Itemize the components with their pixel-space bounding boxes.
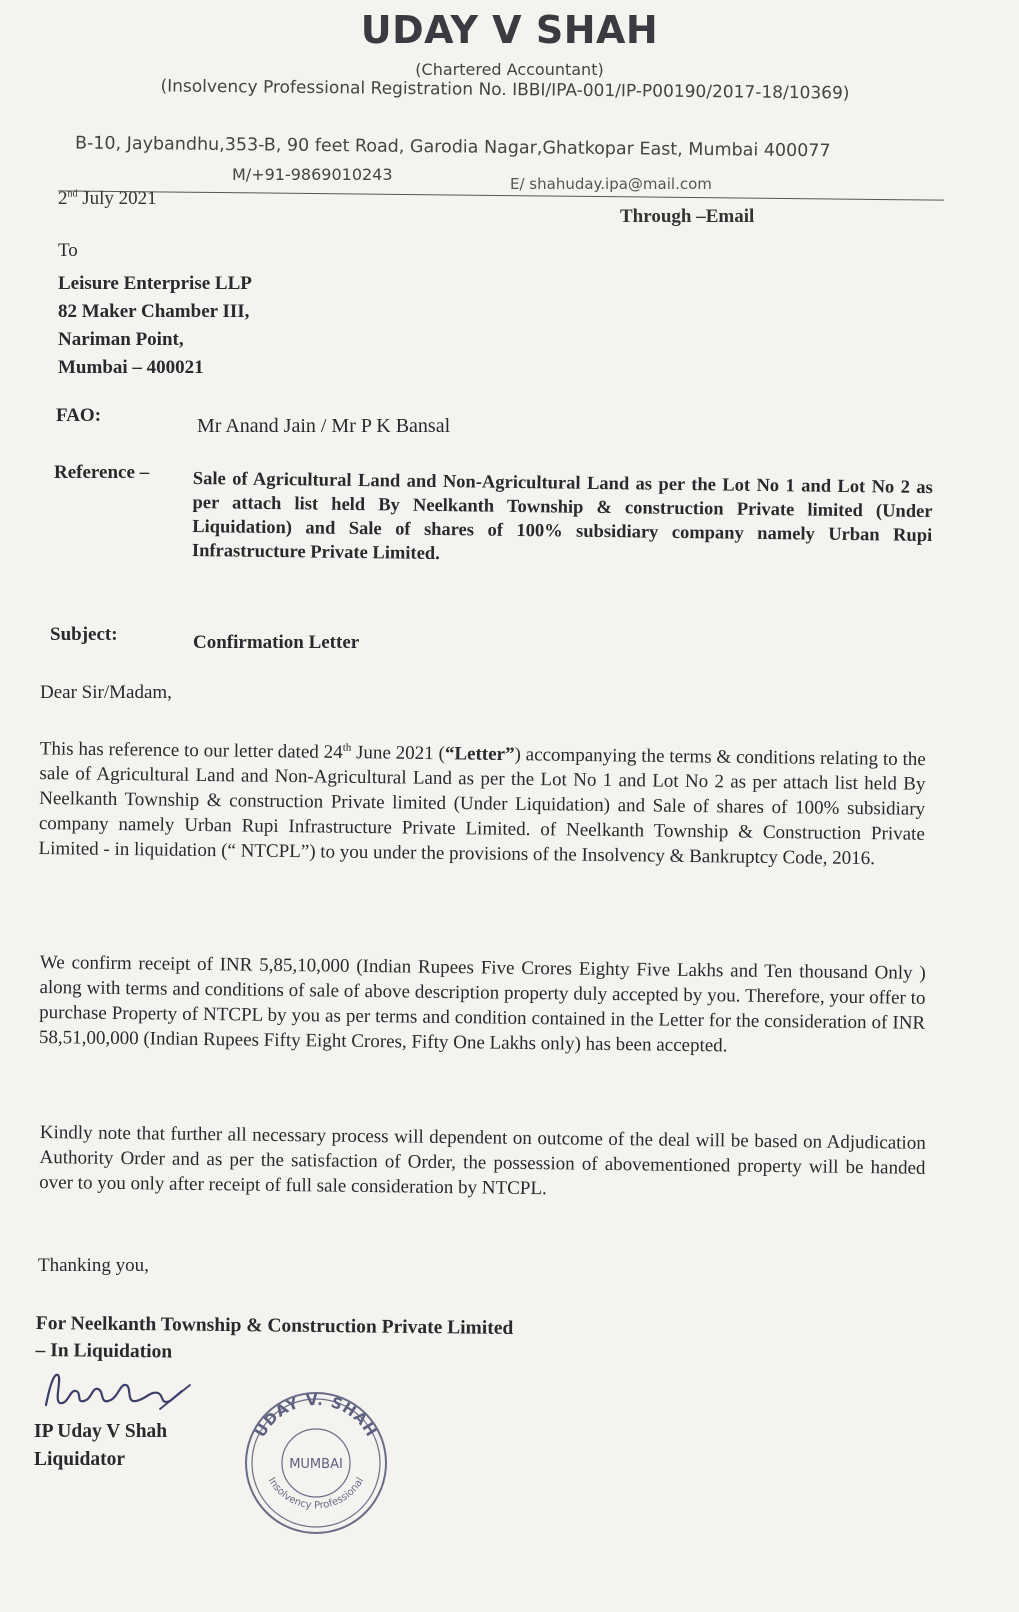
- recipient-line: 82 Maker Chamber III,: [58, 301, 250, 322]
- letterhead-registration: (Insolvency Professional Registration No. IBBI/IPA-001/IP-P00190/2017-18/10369): [160, 76, 850, 104]
- letterhead-address: B-10, Jaybandhu,353-B, 90 feet Road, Garodia Nagar,Ghatkopar East, Mumbai 400077: [74, 133, 831, 162]
- delivery-method: Through –Email: [620, 206, 755, 227]
- date-day: 2: [58, 188, 68, 209]
- paragraph-reference: [38, 732, 926, 872]
- p1-sup: th: [342, 741, 352, 754]
- letterhead-mobile: M/+91-9869010243: [232, 165, 393, 184]
- p1-mid: June 2021 (: [351, 742, 446, 765]
- closing: Thanking you,: [38, 1255, 149, 1276]
- signer-name: IP Uday V Shah: [34, 1421, 168, 1442]
- date-rest: July 2021: [77, 188, 157, 209]
- recipient-line: Mumbai – 400021: [58, 357, 204, 378]
- recipient-line: Leisure Enterprise LLP: [58, 273, 252, 294]
- svg-text:UDAY V. SHAH: [251, 1391, 381, 1441]
- salutation: Dear Sir/Madam,: [40, 682, 172, 703]
- stamp-bottom-text: Insolvency Professional: [265, 1475, 367, 1512]
- p1-post: ) accompanying the terms & conditions relating to the sale of Agricultural Land and Non-Agricultural Land as per the Lot No 1 and Lot No 2 as per attach list held By Neelkanth Township & construction Private limited (Under Liquidation) and Sale of shares of 100% subsidiary company namely Urban Rupi Infrastructure Private Limited. of Neelkanth Township & Construction Private Limited - in liquidation (“ NTCPL”) to you under the provisions of the Insolvency & Bankruptcy Code, 2016.: [38, 744, 926, 870]
- for-company-line: For Neelkanth Township & Construction Private Limited: [35, 1312, 514, 1339]
- signature-icon: [40, 1365, 200, 1417]
- reference-label: Reference –: [54, 462, 150, 483]
- letterhead-divider: [58, 190, 944, 200]
- fao-value: Mr Anand Jain / Mr P K Bansal: [197, 415, 451, 437]
- fao-label: FAO:: [56, 405, 102, 426]
- subject-label: Subject:: [50, 624, 118, 645]
- p1-pre: This has reference to our letter dated 24: [39, 738, 343, 764]
- letterhead-email: E/ shahuday.ipa@mail.com: [510, 175, 712, 193]
- p1-bold: “Letter”: [444, 743, 515, 766]
- letter-date: [58, 188, 157, 210]
- stamp-top-text: UDAY V. SHAH: [251, 1390, 381, 1441]
- date-suffix: nd: [67, 188, 78, 200]
- stamp-seal-icon: [236, 1385, 396, 1535]
- paragraph-confirmation: We confirm receipt of INR 5,85,10,000 (Indian Rupees Five Crores Eighty Five Lakhs and Ten thousand Only ) along with terms and conditions of sale of above description property duly accepted by you. Therefore, your offer to purchase Property of NTCPL by you as per terms and condition contained in the Letter for the consideration of INR 58,51,00,000 (Indian Rupees Fifty Eight Crores, Fifty One Lakhs only) has been accepted.: [38, 951, 926, 1057]
- reference-text: Sale of Agricultural Land and Non-Agricultural Land as per the Lot No 1 and Lot No 2 as per attach list held By Neelkanth Township & construction Private limited (Under Liquidation) and Sale of shares of 100% subsidiary company namely Urban Rupi Infrastructure Private Limited.: [191, 468, 933, 565]
- for-company: [35, 1310, 656, 1370]
- svg-text:Insolvency Professional: [266, 1476, 367, 1512]
- signer-designation: Liquidator: [34, 1449, 126, 1470]
- signer-block: [34, 1418, 167, 1474]
- stamp-center-text: MUMBAI: [289, 1457, 343, 1472]
- letterhead-title: (Chartered Accountant): [415, 60, 604, 79]
- subject-value: Confirmation Letter: [193, 632, 360, 653]
- letterhead-name: UDAY V SHAH: [360, 8, 659, 52]
- to-label: To: [58, 240, 78, 261]
- recipient-address: [58, 270, 252, 382]
- paragraph-note: Kindly note that further all necessary process will dependent on outcome of the deal will be based on Adjudication Authority Order and as per the satisfaction of Order, the possession of abovementioned property will be handed over to you only after receipt of full sale consideration by NTCPL.: [39, 1121, 926, 1200]
- recipient-line: Nariman Point,: [58, 329, 184, 350]
- for-company-line: – In Liquidation: [35, 1339, 173, 1363]
